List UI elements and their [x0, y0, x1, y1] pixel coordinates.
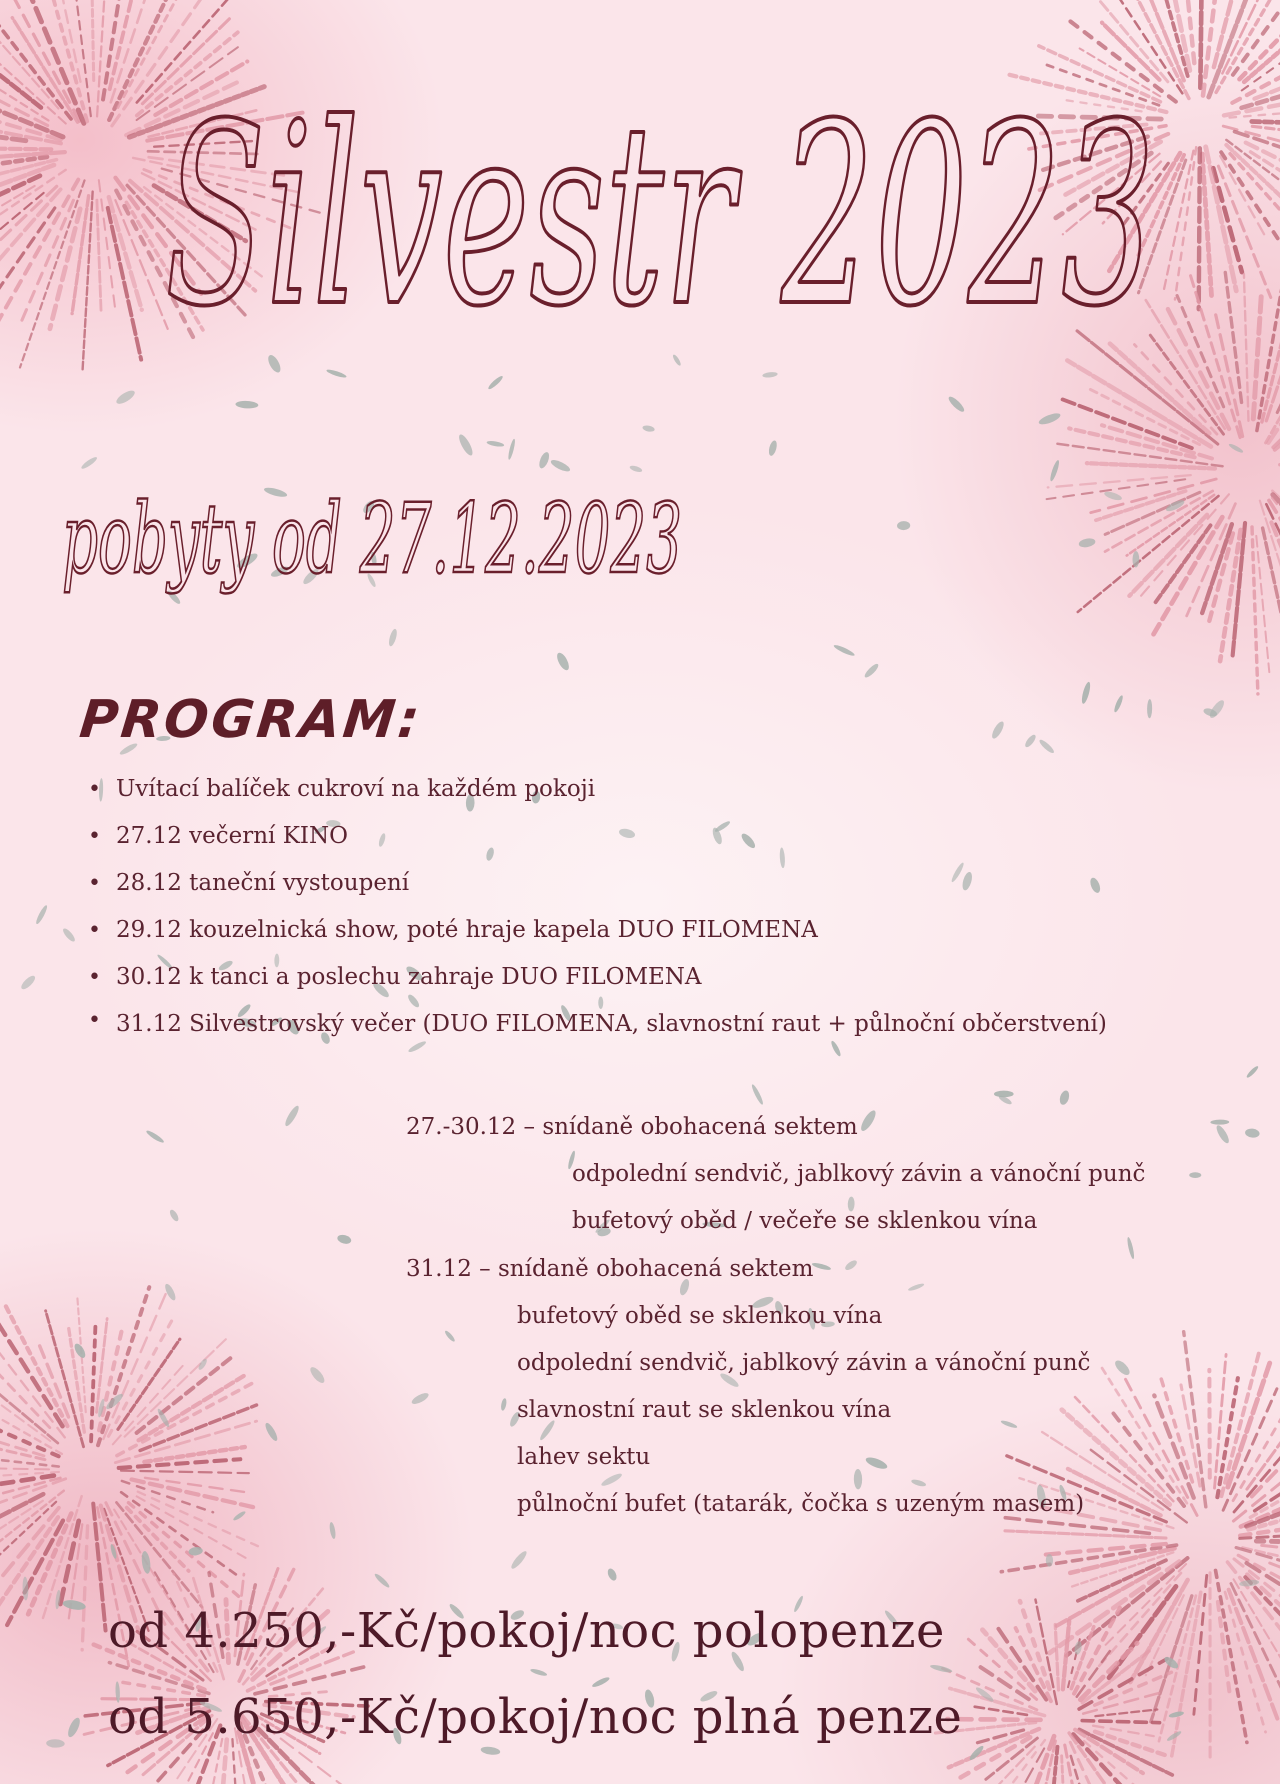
- title-text: Silvestr 2023: [165, 70, 1155, 361]
- list-item: • 29.12 kouzelnická show, poté hraje kapela DUO FILOMENA: [82, 907, 1182, 954]
- list-item: • 27.12 večerní KINO: [82, 813, 1182, 860]
- stay-dates: [62, 472, 782, 622]
- price-full-board: od 5.650,-Kč/pokoj/noc plná penze: [108, 1689, 963, 1745]
- meal-line: půlnoční bufet (tatarák, čočka s uzeným masem): [517, 1491, 1085, 1517]
- price-half-board: od 4.250,-Kč/pokoj/noc polopenze: [108, 1603, 945, 1659]
- prices: [108, 1588, 962, 1760]
- meal-schedule-heading: 27.-30.12 – snídaně obohacená sektem: [406, 1114, 858, 1140]
- meal-line: bufetový oběd se sklenkou vína: [517, 1303, 883, 1329]
- meal-line: bufetový oběd / večeře se sklenkou vína: [572, 1208, 1038, 1234]
- meal-line: odpolední sendvič, jablkový závin a vánoční punč: [517, 1350, 1091, 1376]
- meal-schedule-27-30: [406, 1104, 1145, 1245]
- meal-line: slavnostní raut se sklenkou vína: [517, 1397, 892, 1423]
- meal-line: lahev sektu: [517, 1444, 651, 1470]
- list-item: • Uvítací balíček cukroví na každém pokoji: [82, 766, 1182, 813]
- program-list: [82, 766, 1182, 1044]
- list-item: • 31.12 Silvestrovský večer (DUO FILOMENA, slavnostní raut + půlnoční občerstvení): [82, 1001, 1156, 1044]
- list-item: • 28.12 taneční vystoupení: [82, 860, 1182, 907]
- meal-schedule-heading: 31.12 – snídaně obohacená sektem: [406, 1256, 814, 1282]
- program-heading: PROGRAM:: [76, 690, 426, 750]
- firework-bottom-right-small: [932, 1600, 1172, 1784]
- meal-line: odpolední sendvič, jablkový závin a vánoční punč: [572, 1161, 1146, 1187]
- list-item: • 30.12 k tanci a poslechu zahraje DUO FILOMENA: [82, 954, 1182, 1001]
- stay-dates-text: pobyty od 27.12.2023: [62, 483, 682, 595]
- meal-schedule-31: [406, 1246, 1090, 1528]
- poster-title: [150, 40, 1170, 380]
